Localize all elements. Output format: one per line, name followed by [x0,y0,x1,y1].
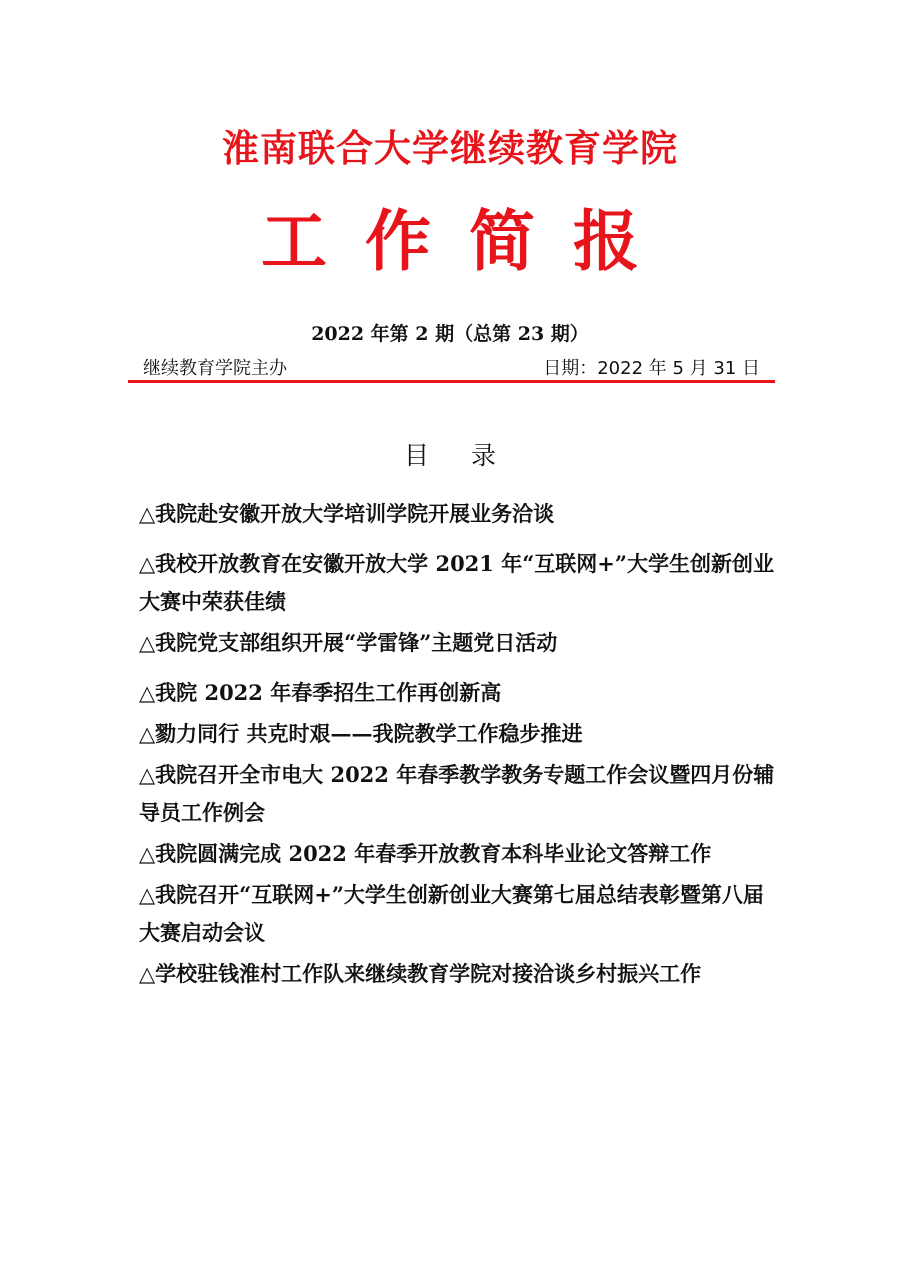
bulletin-title: 工作简报 [261,203,677,280]
toc-item: △我院党支部组织开展“学雷锋”主题党日活动 [139,630,558,655]
date-text: 日期：2022 年 5 月 31 日 [543,358,760,379]
toc-item: △学校驻钱淮村工作队来继续教育学院对接洽谈乡村振兴工作 [139,961,702,986]
toc-item: △我院召开全市电大 2022 年春季教学教务专题工作会议暨四月份辅导员工作例会 [139,762,775,825]
toc-item: △我校开放教育在安徽开放大学 2021 年“互联网+”大学生创新创业大赛中荣获佳绩 [139,551,774,614]
meta-row [143,354,760,382]
toc-heading: 目录 [403,441,538,470]
header-divider [128,380,775,383]
issue-number: 2022 年第 2 期（总第 23 期） [311,323,589,345]
toc-item: △我院赴安徽开放大学培训学院开展业务洽谈 [139,501,555,526]
toc-item: △勠力同行 共克时艰——我院教学工作稳步推进 [139,721,583,746]
sponsor-text: 继续教育学院主办 [143,358,287,379]
toc-item: △我院 2022 年春季招生工作再创新高 [139,680,502,705]
table-of-contents [139,495,779,996]
toc-item: △我院召开“互联网+”大学生创新创业大赛第七届总结表彰暨第八届大赛启动会议 [139,882,764,945]
toc-item: △我院圆满完成 2022 年春季开放教育本科毕业论文答辩工作 [139,841,712,866]
organization-title: 淮南联合大学继续教育学院 [222,127,678,170]
